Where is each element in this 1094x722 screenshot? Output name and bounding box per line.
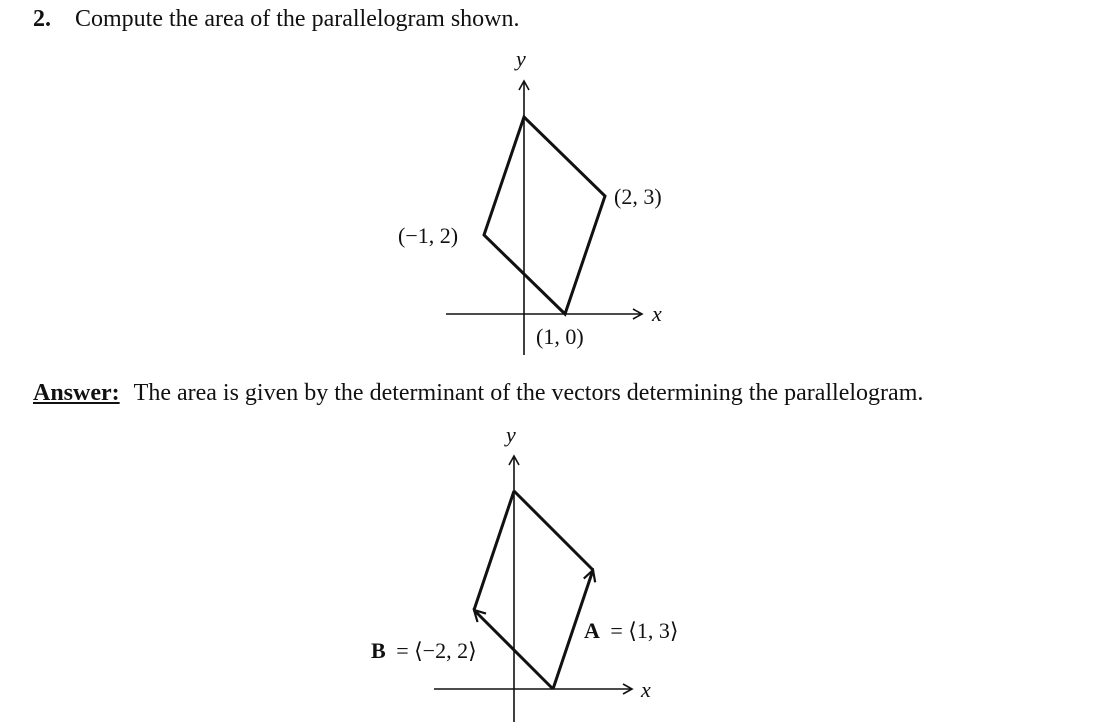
fig2-top-right-edge — [514, 491, 593, 570]
figure-1-parallelogram — [398, 46, 662, 355]
fig1-parallelogram-outline — [484, 117, 605, 314]
fig1-x-axis-label: x — [652, 301, 662, 326]
fig2-vector-a-label — [584, 618, 678, 643]
fig1-point-left-label: (−1, 2) — [398, 223, 459, 248]
fig2-vector-a-name: A — [584, 618, 600, 643]
fig2-vector-b-value: = ⟨−2, 2⟩ — [396, 638, 477, 663]
fig2-vector-b-label — [371, 638, 477, 663]
fig2-top-left-edge — [474, 491, 514, 610]
problem-number: 2. — [33, 6, 51, 32]
fig2-vector-a-value: = ⟨1, 3⟩ — [610, 618, 679, 643]
fig2-x-axis-label: x — [641, 677, 651, 702]
fig2-y-axis-label: y — [506, 422, 516, 447]
problem-text: Compute the area of the parallelogram shown. — [75, 6, 520, 32]
figure-2-vectors — [371, 422, 678, 722]
answer-text: The area is given by the determinant of the vectors determining the parallelogram. — [133, 380, 924, 406]
answer-label: Answer: — [33, 380, 120, 406]
fig1-point-bottom-label: (1, 0) — [536, 324, 584, 349]
fig2-vector-b-name: B — [371, 638, 386, 663]
fig1-point-right-label: (2, 3) — [614, 184, 662, 209]
fig1-y-axis-label: y — [516, 46, 526, 71]
